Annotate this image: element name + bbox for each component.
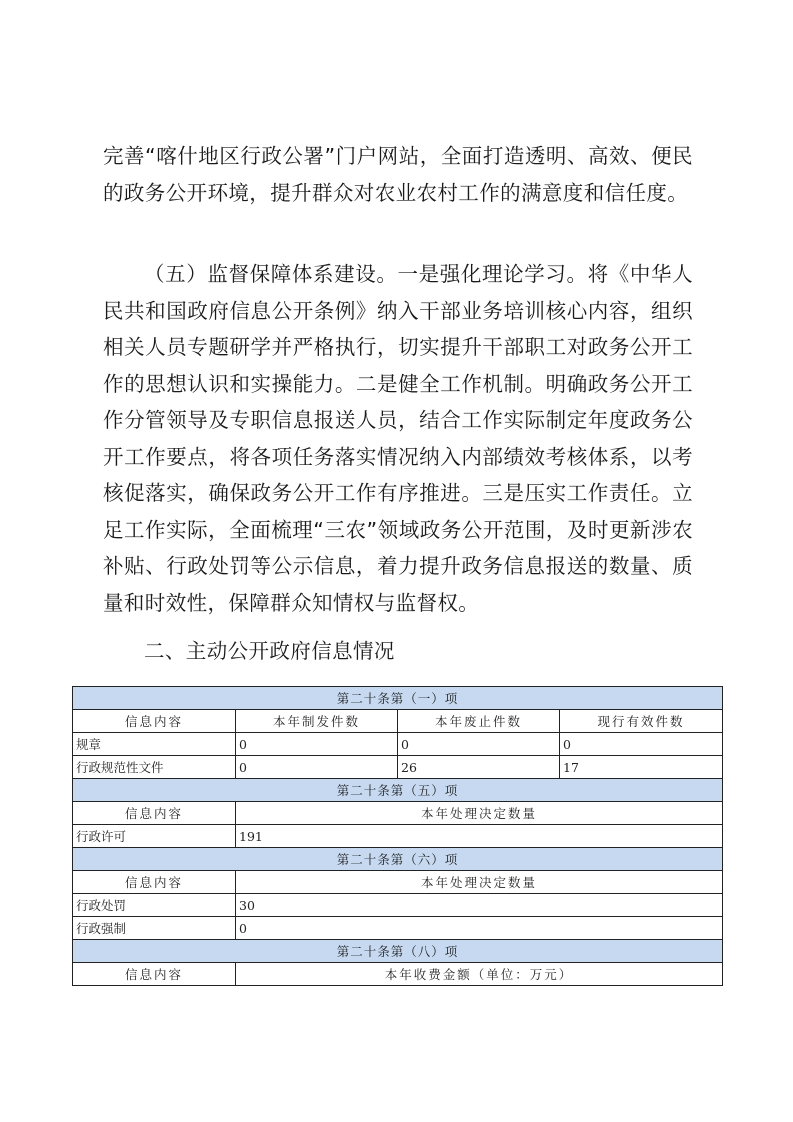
row-label: 行政规范性文件	[73, 756, 236, 779]
paragraph-supervision-system: （五）监督保障体系建设。一是强化理论学习。将《中华人民共和国政府信息公开条例》纳入干部业务培训核心内容，组织相关人员专题研学并严格执行，切实提升干部职工对政务公开工作的思想认识和实操能力。二是健全工作机制。明确政务公开工作分管领导及专职信息报送人员，结合工作实际制定年度政务公开工作要点，将各项任务落实情况纳入内部绩效考核体系，以考核促落实，确保政务公开工作有序推进。三是压实工作责任。立足工作实际，全面梳理“三农”领域政务公开范围，及时更新涉农补贴、行政处罚等公示信息，着力提升政务信息报送的数量、质量和时效性，保障群众知情权与监督权。	[103, 262, 693, 615]
section-title-row	[73, 848, 723, 871]
column-header: 现行有效件数	[560, 710, 723, 733]
table-row	[73, 733, 723, 756]
column-header: 本年收费金额（单位：万元）	[236, 963, 723, 986]
table-cell: 0	[236, 733, 398, 756]
table-cell: 191	[236, 825, 723, 848]
paragraph-portal-website: 完善“喀什地区行政公署”门户网站，全面打造透明、高效、便民的政务公开环境，提升群众对农业农村工作的满意度和信任度。	[103, 144, 693, 205]
column-header: 信息内容	[73, 710, 236, 733]
header-row	[73, 802, 723, 825]
table-cell: 0	[236, 917, 723, 940]
table-cell: 0	[236, 756, 398, 779]
column-header: 本年制发件数	[236, 710, 398, 733]
header-row	[73, 710, 723, 733]
column-header: 信息内容	[73, 871, 236, 894]
header-row	[73, 871, 723, 894]
row-label: 行政强制	[73, 917, 236, 940]
table-row	[73, 756, 723, 779]
section-title-row	[73, 687, 723, 710]
section-title-row	[73, 779, 723, 802]
table-cell: 30	[236, 894, 723, 917]
table-cell: 17	[560, 756, 723, 779]
table-row	[73, 894, 723, 917]
section-title: 第二十条第（五）项	[73, 779, 723, 802]
section-title: 第二十条第（一）项	[73, 687, 723, 710]
table-cell: 0	[398, 733, 560, 756]
table-cell: 0	[560, 733, 723, 756]
section-heading: 二、主动公开政府信息情况	[144, 639, 395, 663]
header-row	[73, 963, 723, 986]
column-header: 本年处理决定数量	[236, 871, 723, 894]
column-header: 信息内容	[73, 802, 236, 825]
column-header: 本年处理决定数量	[236, 802, 723, 825]
table-row	[73, 825, 723, 848]
column-header: 信息内容	[73, 963, 236, 986]
column-header: 本年废止件数	[398, 710, 560, 733]
info-disclosure-table	[72, 686, 723, 986]
row-label: 行政处罚	[73, 894, 236, 917]
section-title-row	[73, 940, 723, 963]
section-title: 第二十条第（六）项	[73, 848, 723, 871]
row-label: 规章	[73, 733, 236, 756]
table-cell: 26	[398, 756, 560, 779]
section-title: 第二十条第（八）项	[73, 940, 723, 963]
table-row	[73, 917, 723, 940]
row-label: 行政许可	[73, 825, 236, 848]
